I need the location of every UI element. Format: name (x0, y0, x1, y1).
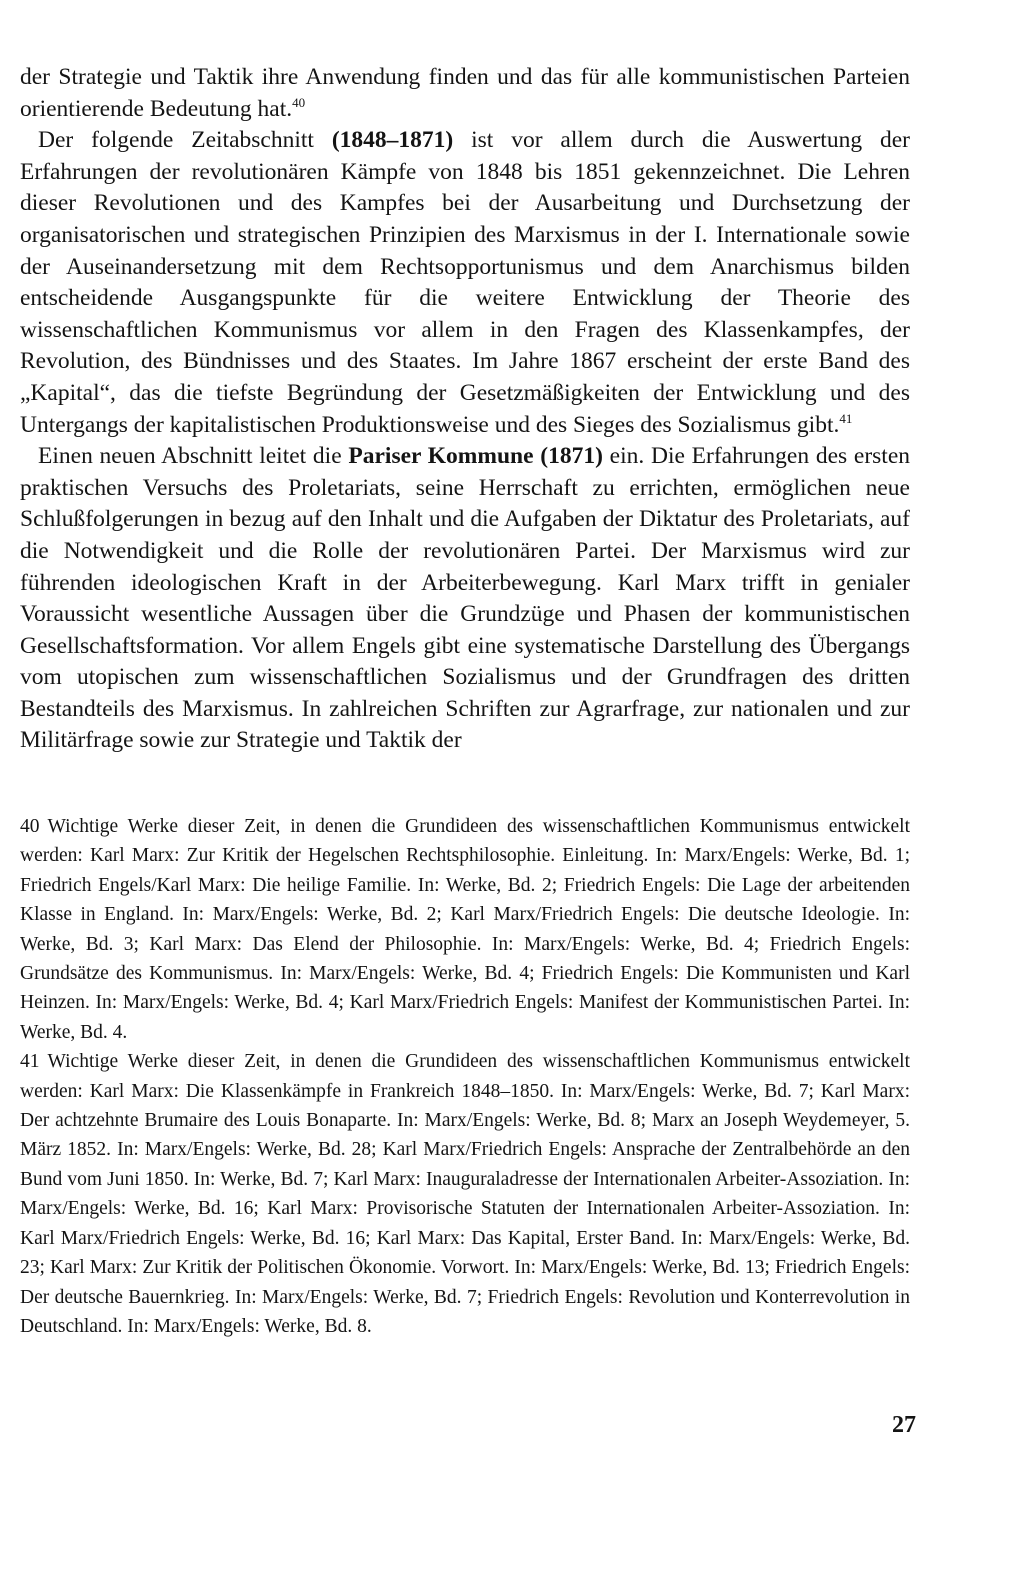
main-text (20, 62, 910, 757)
paragraph-text: ist vor allem durch die Auswertung der Erfahrungen der revolutionären Kämpfe von 1848 bis 1851 gekennzeichnet. Die Lehren dieser Revolutionen und des Kampfes bei der Ausarbeitung und Durchsetzung der organisatorischen und strategischen Prinzipien des Marxismus in der I. Internationale sowie der Auseinandersetzung mit dem Rechtsopportunismus und dem Anarchismus bilden entscheidende Ausgangspunkte für die weitere Entwicklung der Theorie des wissenschaftlichen Kommunismus vor allem in den Fragen des Klassenkampfes, der Revolution, des Bündnisses und des Staates. Im Jahre 1867 erscheint der erste Band des „Kapital“, das die tiefste Begründung der Gesetzmäßigkeiten der Entwicklung und des Untergangs der kapitalistischen Produktionsweise und des Sieges des Sozialismus gibt. (20, 127, 910, 438)
paragraph-continuation (20, 62, 910, 125)
paragraph-text: der Strategie und Taktik ihre Anwendung finden und das für alle kommunistischen Parteien orientierende Bedeutung hat. (20, 64, 910, 122)
footnote-41 (20, 1047, 910, 1341)
paragraph-text: ein. Die Erfahrungen des ersten praktischen Versuchs des Proletariats, seine Herrschaft zu errichten, ermöglichen neue Schlußfolgerungen in bezug auf den Inhalt und die Aufgaben der Diktatur des Proletariats, auf die Notwendigkeit und die Rolle der revolutionären Partei. Der Marxismus wird zur führenden ideologischen Kraft in der Arbeiterbewegung. Karl Marx trifft in genialer Voraussicht wesentliche Aussagen über die Grundzüge und Phasen der kommunistischen Gesellschaftsformation. Vor allem Engels gibt eine systematische Darstellung des Übergangs vom utopischen zum wissenschaftlichen Sozialismus und der Grundfragen des dritten Bestandteils des Marxismus. In zahlreichen Schriften zur Agrarfrage, zur nationalen und zur Militärfrage sowie zur Strategie und Taktik der (20, 443, 910, 754)
page-number: 27 (892, 1412, 916, 1438)
footnotes (20, 812, 910, 1341)
footnote-text: Wichtige Werke dieser Zeit, in denen die Grundideen des wissenschaftlichen Kommunismus entwickelt werden: Karl Marx: Die Klassenkämpfe in Frankreich 1848–1850. In: Marx/Engels: Werke, Bd. 7; Karl Marx: Der achtzehnte Brumaire des Louis Bonaparte. In: Marx/Engels: Werke, Bd. 8; Marx an Joseph Weydemeyer, 5. März 1852. In: Marx/Engels: Werke, Bd. 28; Karl Marx/Friedrich Engels: Ansprache der Zentralbehörde an den Bund vom Juni 1850. In: Werke, Bd. 7; Karl Marx: Inauguraladresse der Internationalen Arbeiter-Assoziation. In: Marx/Engels: Werke, Bd. 16; Karl Marx: Provisorische Statuten der Internationalen Arbeiter-Assoziation. In: Karl Marx/Friedrich Engels: Werke, Bd. 16; Karl Marx: Das Kapital, Erster Band. In: Marx/Engels: Werke, Bd. 23; Karl Marx: Zur Kritik der Politischen Ökonomie. Vorwort. In: Marx/Engels: Werke, Bd. 13; Friedrich Engels: Der deutsche Bauernkrieg. In: Marx/Engels: Werke, Bd. 7; Friedrich Engels: Revolution und Konterrevolution in Deutschland. In: Marx/Engels: Werke, Bd. 8. (20, 1051, 910, 1337)
paragraph-1848-1871 (20, 125, 910, 441)
footnote-number: 40 (20, 816, 40, 837)
period-heading-pariser-kommune: Pariser Kommune (1871) (348, 443, 603, 470)
footnote-text: Wichtige Werke dieser Zeit, in denen die Grundideen des wissenschaftlichen Kommunismus entwickelt werden: Karl Marx: Zur Kritik der Hegelschen Rechtsphilosophie. Einleitung. In: Marx/Engels: Werke, Bd. 1; Friedrich Engels/Karl Marx: Die heilige Familie. In: Werke, Bd. 2; Friedrich Engels: Die Lage der arbeitenden Klasse in England. In: Marx/Engels: Werke, Bd. 2; Karl Marx/Friedrich Engels: Die deutsche Ideologie. In: Werke, Bd. 3; Karl Marx: Das Elend der Philosophie. In: Marx/Engels: Werke, Bd. 4; Friedrich Engels: Grundsätze des Kommunismus. In: Marx/Engels: Werke, Bd. 4; Friedrich Engels: Die Kommunisten und Karl Heinzen. In: Marx/Engels: Werke, Bd. 4; Karl Marx/Friedrich Engels: Manifest der Kommunistischen Partei. In: Werke, Bd. 4. (20, 816, 910, 1043)
paragraph-text: Der folgende Zeitabschnitt (38, 127, 332, 154)
paragraph-pariser-kommune (20, 441, 910, 757)
footnote-reference-40[interactable]: 40 (292, 94, 306, 110)
paragraph-text: Einen neuen Abschnitt leitet die (38, 443, 349, 470)
footnote-40 (20, 812, 910, 1047)
footnote-reference-41[interactable]: 41 (839, 410, 853, 426)
footnote-number: 41 (20, 1051, 40, 1073)
period-heading-1848-1871: (1848–1871) (331, 127, 454, 154)
